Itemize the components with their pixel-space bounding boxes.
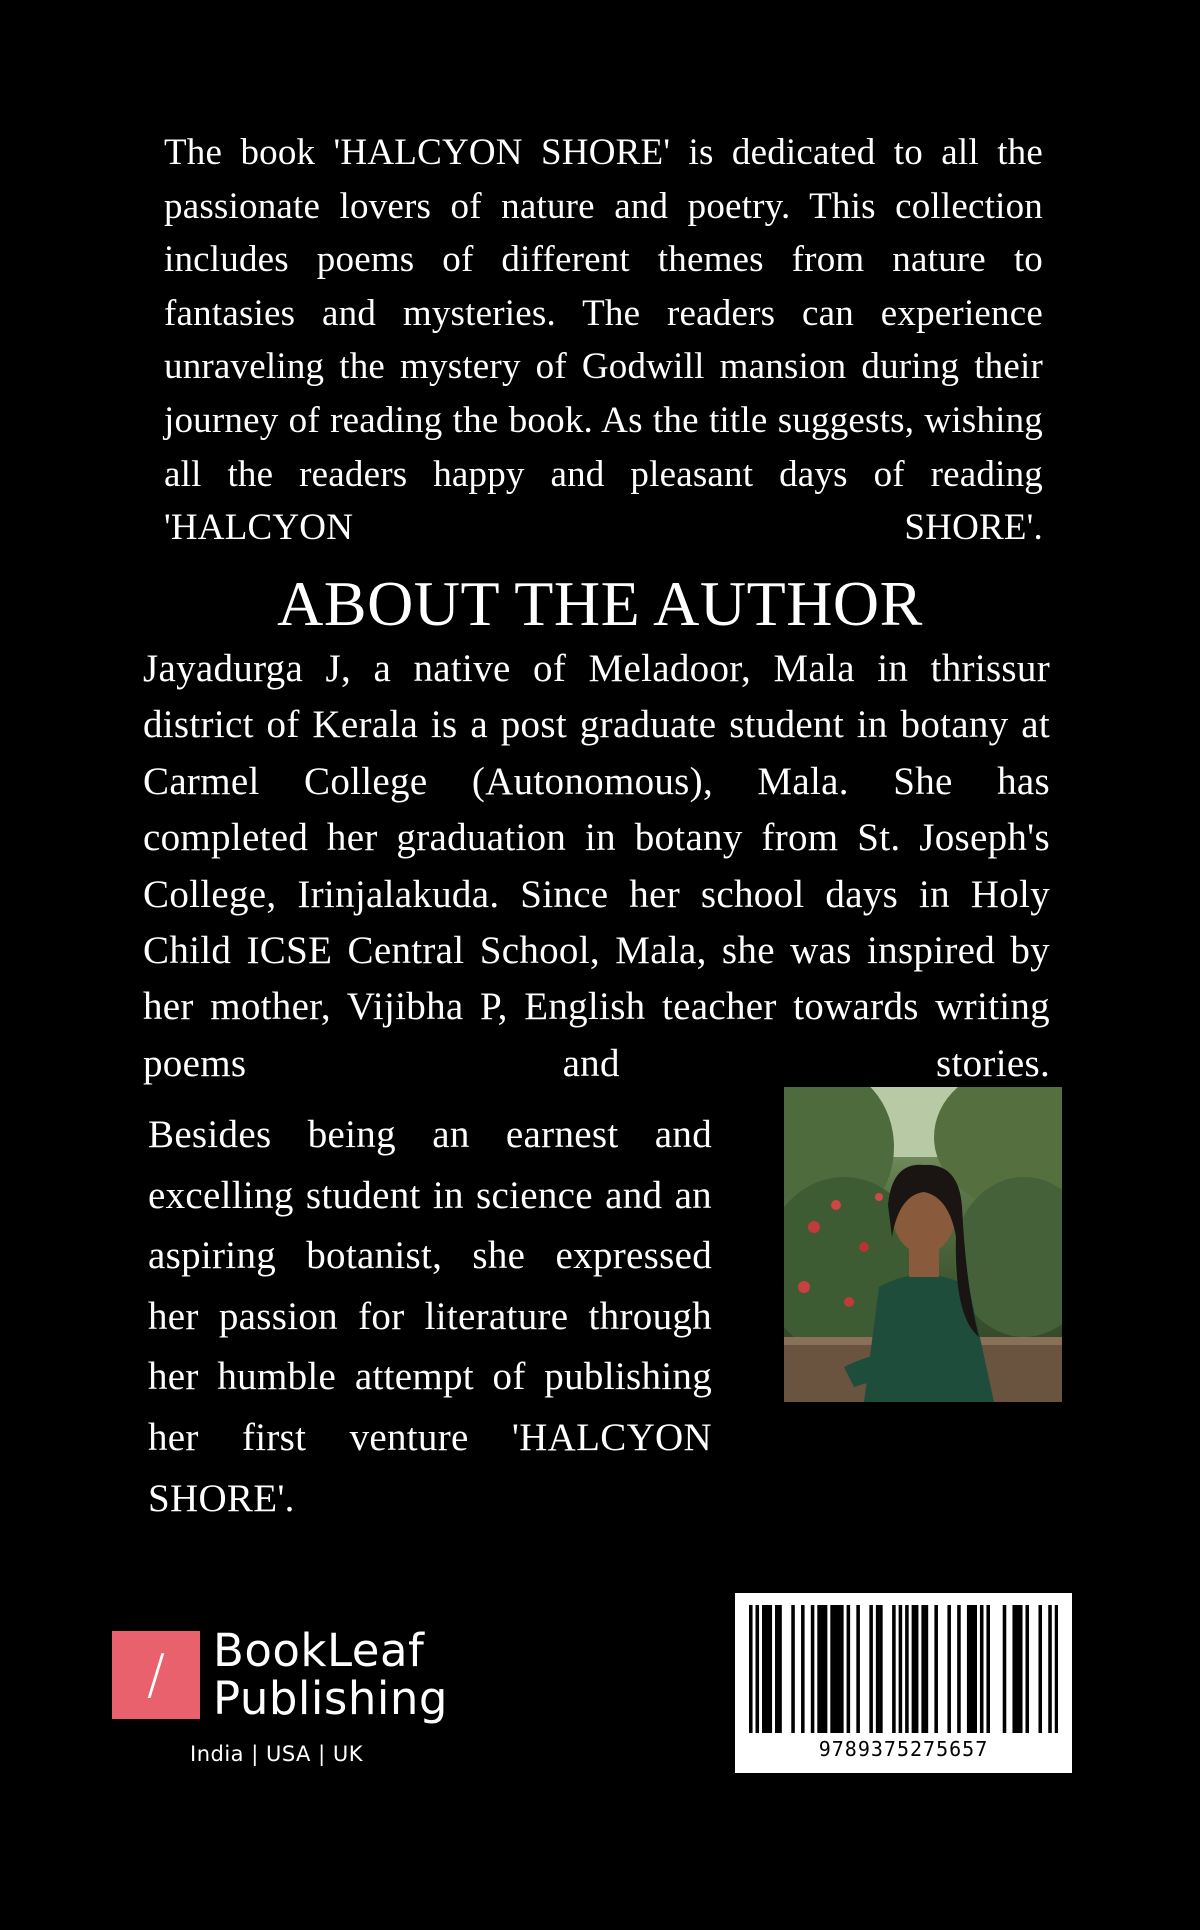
about-author-heading: ABOUT THE AUTHOR <box>277 568 923 639</box>
barcode-bar <box>957 1605 961 1733</box>
barcode-bar <box>973 1605 977 1733</box>
barcode-bar <box>1038 1605 1042 1733</box>
barcode-bar <box>830 1605 834 1733</box>
barcode-bar <box>1048 1605 1052 1733</box>
book-description <box>164 126 1043 555</box>
barcode-bar <box>899 1605 903 1733</box>
barcode-bar <box>834 1605 838 1733</box>
barcode-bar <box>947 1605 951 1733</box>
barcode-bar <box>762 1605 766 1733</box>
bio-line: and an aspiring botanist, she <box>148 1173 712 1278</box>
logo-slash-glyph: / <box>146 1643 166 1706</box>
barcode-bar <box>756 1605 760 1733</box>
barcode-bar <box>876 1605 880 1733</box>
bio-line: attempt of publishing her first <box>148 1355 712 1459</box>
barcode-bar <box>1055 1605 1058 1733</box>
barcode-bar <box>1025 1605 1029 1733</box>
bio-line: excelling student in science <box>148 1173 593 1217</box>
publisher-name-line2: Publishing <box>213 1672 448 1725</box>
description-line: nature to fantasies and mysteries. The readers can <box>164 239 1043 334</box>
bio-line: Jayadurga J, a native of Meladoor, Mala in thrissur <box>143 647 1050 690</box>
barcode-bar <box>801 1605 805 1733</box>
logo-mark <box>112 1631 200 1719</box>
author-photo <box>784 1087 1062 1402</box>
isbn-number: 9789375275657 <box>818 1737 989 1761</box>
bio-line: Joseph's College, Irinjalakuda. Since her school <box>143 816 1050 916</box>
description-line: pleasant days of reading 'HALCYON SHORE'. <box>164 453 1044 549</box>
barcode-bars <box>749 1605 1058 1733</box>
barcode-bar <box>915 1605 919 1733</box>
bio-line: literature through her humble <box>148 1294 712 1399</box>
barcode-bar <box>824 1605 828 1733</box>
barcode-bar <box>1019 1605 1023 1733</box>
barcode-bar <box>970 1605 974 1733</box>
barcode-bar <box>1003 1605 1007 1733</box>
bio-line: botany at Carmel College (Autonomous), Mala. She <box>143 703 1051 803</box>
barcode-bar <box>905 1605 909 1733</box>
barcode-bar <box>856 1605 860 1733</box>
barcode-bar <box>837 1605 841 1733</box>
bio-line: days in Holy Child ICSE Central School, Mala, she <box>143 872 1050 973</box>
description-line: The book 'HALCYON SHORE' is dedicated to all <box>164 132 979 173</box>
description-line: collection includes poems of different themes from <box>164 185 1043 281</box>
author-photo-illustration <box>784 1087 1062 1402</box>
barcode-bar <box>778 1605 782 1733</box>
barcode-bar <box>879 1605 883 1733</box>
author-bio <box>143 641 1050 1092</box>
publisher-name-line1: BookLeaf <box>213 1624 425 1677</box>
barcode-bar <box>967 1605 971 1733</box>
bio-line: was inspired by her mother, Vijibha P, English <box>143 929 1050 1029</box>
barcode-bar <box>934 1605 938 1733</box>
barcode-bar <box>921 1605 925 1733</box>
barcode-bar <box>811 1605 815 1733</box>
barcode-bar <box>912 1605 916 1733</box>
description-line: the passionate lovers of nature and poetry. This <box>164 132 1043 227</box>
author-bio-continued <box>148 1105 712 1529</box>
publisher-regions: India | USA | UK <box>190 1742 363 1766</box>
barcode-bar <box>1016 1605 1020 1733</box>
barcode-bar <box>840 1605 844 1733</box>
bio-line: venture 'HALCYON SHORE'. <box>148 1415 712 1520</box>
barcode-bar <box>869 1605 873 1733</box>
description-line: the title suggests, wishing all the readers happy and <box>164 399 1043 495</box>
barcode-bar <box>749 1605 753 1733</box>
barcode-bar <box>765 1605 769 1733</box>
barcode-bar <box>775 1605 779 1733</box>
barcode-bar <box>980 1605 984 1733</box>
bio-line: Besides being an earnest and <box>148 1113 712 1156</box>
isbn-barcode <box>735 1593 1072 1773</box>
barcode-bar <box>847 1605 851 1733</box>
barcode-bar <box>892 1605 896 1733</box>
bio-line: has completed her graduation in botany from St. <box>143 759 1050 860</box>
bio-line: teacher towards writing poems and stories. <box>143 985 1050 1085</box>
bio-line: expressed her passion for <box>148 1234 712 1338</box>
barcode-bar <box>791 1605 795 1733</box>
barcode-bar <box>1012 1605 1016 1733</box>
barcode-bar <box>769 1605 773 1733</box>
barcode-bar <box>821 1605 825 1733</box>
barcode-bar <box>986 1605 990 1733</box>
barcode-bar <box>817 1605 821 1733</box>
bio-line: district of Kerala is a post graduate student in <box>143 703 888 747</box>
barcode-bar <box>925 1605 929 1733</box>
description-line: experience unraveling the mystery of Godwill <box>164 292 1043 388</box>
description-line: mansion during their journey of reading the book. As <box>164 346 1043 441</box>
